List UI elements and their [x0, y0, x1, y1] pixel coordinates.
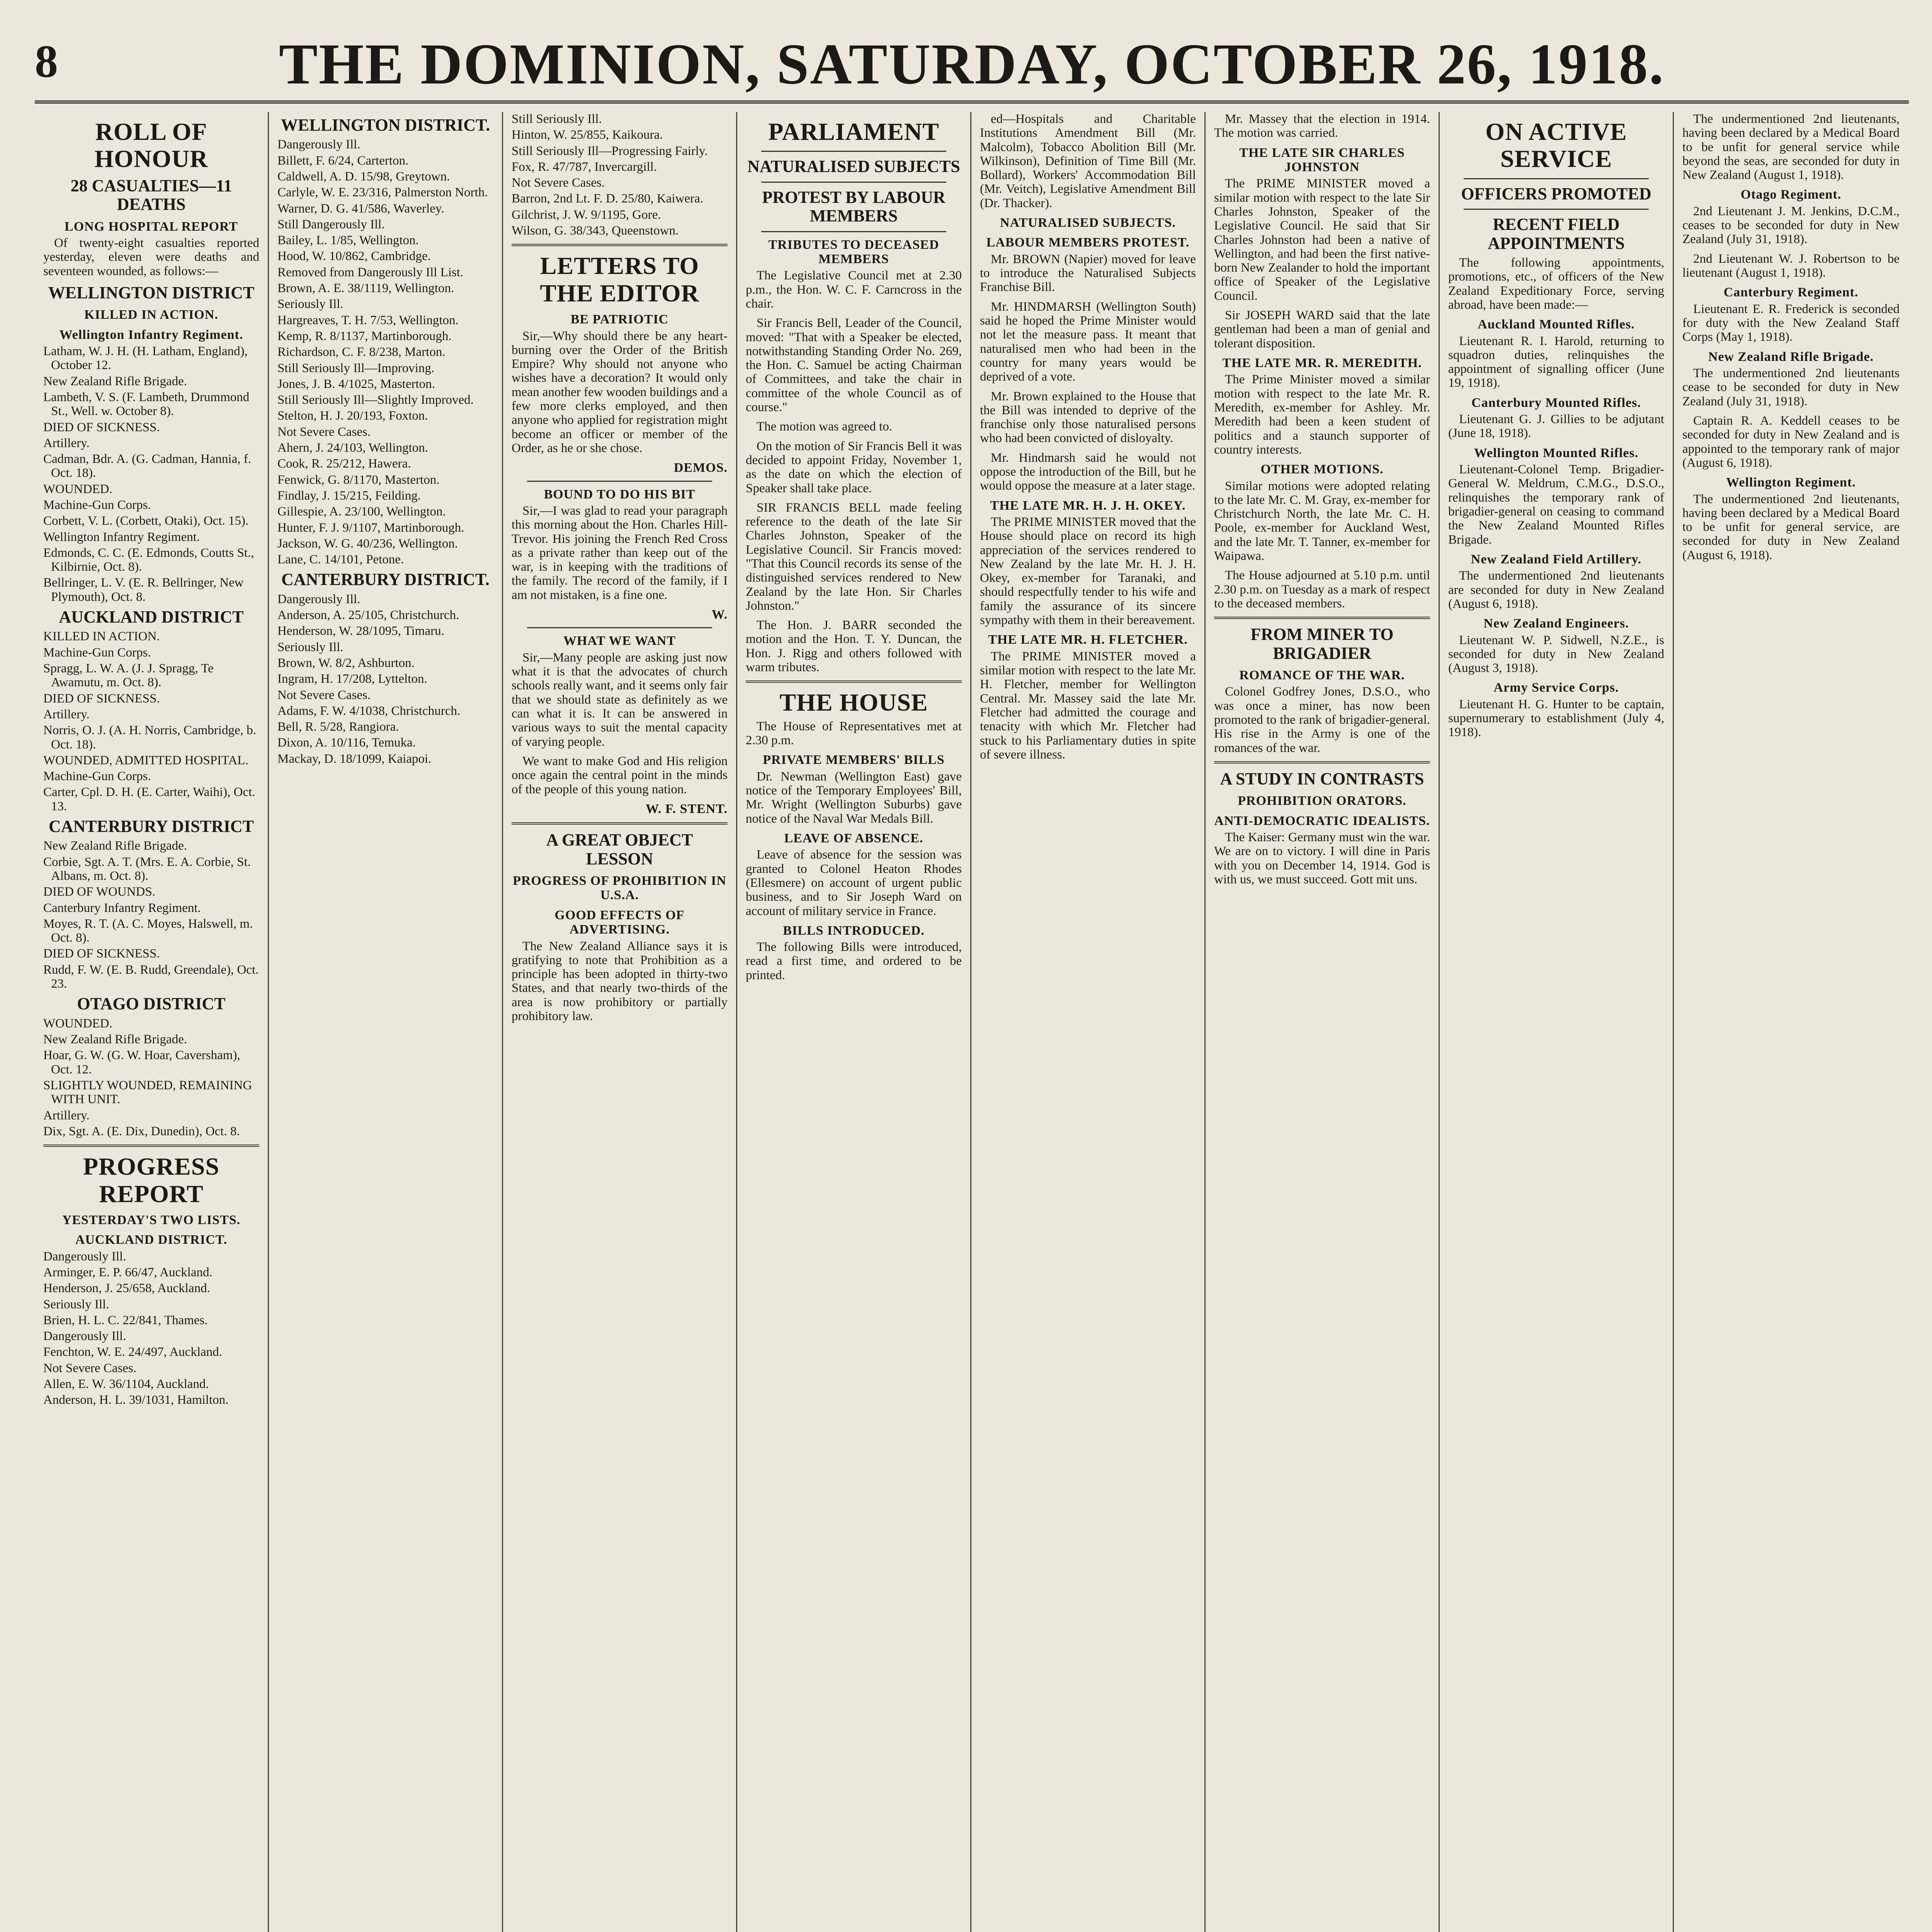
letter-signature: DEMOS. [673, 461, 728, 475]
article-body: The motion was agreed to. [757, 420, 892, 434]
article-body: Mr. Massey that the election in 1914. The motion was carried. [1214, 112, 1430, 140]
article-body: Lieutenant H. G. Hunter to be captain, supernumerary to establishment (July 4, 1918). [1448, 697, 1664, 740]
progress-entry: Gilchrist, J. W. 9/1195, Gore. [512, 207, 661, 222]
section-heading: THE LATE MR. H. J. H. OKEY. [990, 498, 1186, 513]
casualty-entry: Canterbury Infantry Regiment. [43, 901, 201, 915]
progress-entry: Allen, E. W. 36/1104, Auckland. [43, 1377, 209, 1391]
progress-entry: Billett, F. 6/24, Carterton. [277, 153, 409, 168]
casualty-entry: Carter, Cpl. D. H. (E. Carter, Waihi), Oct. 13. [43, 785, 255, 813]
progress-entry: Gillespie, A. 23/100, Wellington. [277, 505, 446, 519]
article-body: The following Bills were introduced, read a first time, and ordered to be printed. [746, 940, 962, 982]
divider [761, 151, 946, 152]
article-subheadline: OFFICERS PROMOTED [1461, 184, 1651, 203]
casualty-entry: Lambeth, V. S. (F. Lambeth, Drummond St., Well. w. October 8). [43, 390, 250, 418]
section-heading: PRIVATE MEMBERS' BILLS [763, 753, 945, 767]
entry-list [43, 629, 259, 813]
article-subheadline: PROGRESS OF PROHIBITION IN U.S.A. [513, 874, 726, 903]
letter-signature: W. [711, 607, 728, 622]
column-3 [503, 112, 737, 1932]
article-body: 2nd Lieutenant W. J. Robertson to be lieutenant (August 1, 1918). [1682, 252, 1900, 280]
casualty-entry: DIED OF SICKNESS. [43, 947, 160, 961]
casualty-entry: Artillery. [43, 1108, 90, 1122]
section-heading: OTHER MOTIONS. [1260, 462, 1384, 477]
article-body: The undermentioned 2nd lieutenants are seconded for duty in New Zealand (August 6, 1918). [1448, 569, 1664, 611]
article-body: The undermentioned 2nd lieutenants cease to be seconded for duty in New Zealand (July 31, 1918). [1682, 366, 1900, 408]
entry-list [43, 344, 259, 604]
casualty-entry: KILLED IN ACTION. [43, 629, 160, 644]
article-body: Lieutenant E. R. Frederick is seconded for duty with the New Zealand Staff Corps (May 1, 1918). [1682, 302, 1900, 344]
casualty-entry: Machine-Gun Corps. [43, 645, 151, 660]
article-body: Lieutenant G. J. Gillies to be adjutant (June 18, 1918). [1448, 412, 1664, 440]
column-2 [269, 112, 503, 1932]
casualty-entry: New Zealand Rifle Brigade. [43, 374, 187, 388]
casualty-entry: Spragg, L. W. A. (J. J. Spragg, Te Awamutu, m. Oct. 8). [43, 662, 214, 690]
casualty-entry: New Zealand Rifle Brigade. [43, 1032, 187, 1047]
section-divider [1214, 761, 1430, 764]
article-headline: FROM MINER TO BRIGADIER [1250, 625, 1394, 663]
article-body: Lieutenant-Colonel Temp. Brigadier-General W. Meldrum, C.M.G., D.S.O., relinquishes the temporary rank of brigadier-general on ceasing to command the New Zealand Mounted Rifles Brigade. [1448, 463, 1664, 547]
column-5 [971, 112, 1206, 1932]
letter-signature: W. F. STENT. [646, 801, 728, 816]
progress-entry: Barron, 2nd Lt. F. D. 25/80, Kaiwera. [512, 192, 703, 206]
article-body: Captain R. A. Keddell ceases to be seconded for duty in New Zealand and is appointed to the temporary rank of major (August 6, 1918). [1682, 413, 1900, 470]
unit-heading: Auckland Mounted Rifles. [1478, 317, 1635, 332]
casualty-entry: Machine-Gun Corps. [43, 769, 151, 784]
progress-entry: Bell, R. 5/28, Rangiora. [277, 720, 399, 734]
progress-entry: Richardson, C. F. 8/238, Marton. [277, 345, 446, 359]
progress-entry: Removed from Dangerously Ill List. [277, 265, 464, 279]
article-body: Mr. Hindmarsh said he would not oppose the introduction of the Bill, but he would oppose the measure at a later stage. [980, 451, 1196, 493]
column-1 [35, 112, 269, 1932]
article-body: Mr. BROWN (Napier) moved for leave to introduce the Naturalised Subjects Franchise Bill. [980, 252, 1196, 294]
unit-heading: New Zealand Field Artillery. [1471, 552, 1642, 566]
section-heading: THE LATE MR. R. MEREDITH. [1222, 355, 1422, 370]
divider [527, 627, 712, 628]
casualty-entry: Machine-Gun Corps. [43, 498, 151, 512]
progress-entry: Caldwell, A. D. 15/98, Greytown. [277, 169, 450, 184]
unit-heading: Wellington Regiment. [1726, 475, 1856, 490]
unit-heading: New Zealand Engineers. [1483, 616, 1629, 631]
entry-list [277, 592, 493, 766]
progress-entry: Brien, H. L. C. 22/841, Thames. [43, 1313, 208, 1327]
progress-entry: Arminger, E. P. 66/47, Auckland. [43, 1265, 213, 1279]
article-body: Colonel Godfrey Jones, D.S.O., who was once a miner, has now been promoted to the rank of brigadier-general. His rise in the Army is one of the romances of the war. [1214, 685, 1430, 755]
article-body: The New Zealand Alliance says it is gratifying to note that Prohibition as a principle has been adopted in thirty-two States, and that nearly two-thirds of the area is now prohibitory or partially prohibitory law. [512, 939, 728, 1024]
casualty-entry: WOUNDED, ADMITTED HOSPITAL. [43, 753, 248, 767]
section-heading: BILLS INTRODUCED. [783, 923, 925, 938]
article-subheadline: ANTI-DEMOCRATIC IDEALISTS. [1214, 813, 1430, 828]
progress-entry: Warner, D. G. 41/586, Waverley. [277, 201, 444, 216]
entry-list [43, 1250, 259, 1407]
divider [1464, 178, 1649, 179]
progress-entry: Cook, R. 25/212, Hawera. [277, 457, 411, 471]
progress-entry: Bailey, L. 1/85, Wellington. [277, 233, 419, 248]
district-heading: AUCKLAND DISTRICT [59, 607, 244, 627]
page-number: 8 [35, 36, 58, 87]
progress-entry: Dixon, A. 10/116, Temuka. [277, 736, 416, 750]
progress-entry: Brown, W. 8/2, Ashburton. [277, 656, 415, 670]
article-body: Leave of absence for the session was granted to Colonel Heaton Rhodes (Ellesmere) on account of urgent public business, and to Sir Joseph Ward on account of military service in France. [746, 848, 962, 918]
article-subheadline: PROTEST BY LABOUR MEMBERS [762, 187, 946, 226]
article-headline: A GREAT OBJECT LESSON [546, 830, 693, 868]
divider [1464, 209, 1649, 210]
article-body: Sir JOSEPH WARD said that the late gentleman had been a man of genial and tolerant disposition. [1214, 308, 1430, 350]
progress-entry: Hunter, F. J. 9/1107, Martinborough. [277, 520, 464, 535]
progress-entry: Seriously Ill. [277, 640, 344, 654]
article-body: Dr. Newman (Wellington East) gave notice of the Temporary Employees' Bill, Mr. Wright (Wellington Suburbs) gave notice of the Naval War Medals Bill. [746, 769, 962, 826]
casualty-entry: New Zealand Rifle Brigade. [43, 839, 187, 853]
progress-entry: Mackay, D. 18/1099, Kaiapoi. [277, 752, 432, 766]
column-7 [1440, 112, 1674, 1932]
section-divider [512, 244, 728, 246]
divider [761, 182, 946, 183]
column-8 [1674, 112, 1908, 1932]
progress-entry: Dangerously Ill. [277, 138, 361, 152]
divider [761, 231, 946, 232]
progress-entry: Anderson, H. L. 39/1031, Hamilton. [43, 1393, 229, 1407]
article-body: The PRIME MINISTER moved that the House should place on record its high appreciation of the services rendered to New Zealand by the late Mr. H. J. H. Okey, ex-member for Taranaki, and should respectfully tender to his wife and family the assurance of its sincere sympathy with them in their bereavement. [980, 515, 1196, 628]
casualty-entry: Dix, Sgt. A. (E. Dix, Dunedin), Oct. 8. [43, 1124, 240, 1138]
article-body: 2nd Lieutenant J. M. Jenkins, D.C.M., ceases to be seconded for duty in New Zealand (July 31, 1918). [1682, 204, 1900, 247]
district-heading: CANTERBURY DISTRICT [48, 817, 254, 836]
article-subheadline: RECENT FIELD APPOINTMENTS [1488, 215, 1625, 253]
casualty-entry: Hoar, G. W. (G. W. Hoar, Caversham), Oct. 12. [43, 1048, 240, 1077]
progress-entry: Brown, A. E. 38/1119, Wellington. [277, 281, 454, 296]
section-heading: NATURALISED SUBJECTS. [1000, 216, 1176, 230]
parliament-heading: PARLIAMENT [768, 118, 939, 145]
progress-entry: Carlyle, W. E. 23/316, Palmerston North. [277, 185, 488, 200]
progress-entry: Henderson, J. 25/658, Auckland. [43, 1281, 210, 1296]
casualty-entry: WOUNDED. [43, 1016, 112, 1031]
progress-entry: Not Severe Cases. [43, 1361, 137, 1375]
progress-entry: Fenchton, W. E. 24/497, Auckland. [43, 1345, 222, 1359]
district-heading: CANTERBURY DISTRICT. [281, 570, 490, 589]
progress-entry: Anderson, A. 25/105, Christchurch. [277, 608, 459, 622]
casualty-entry: Artillery. [43, 436, 90, 450]
progress-entry: Not Severe Cases. [512, 176, 605, 190]
section-divider [1214, 617, 1430, 619]
unit-heading: Canterbury Regiment. [1723, 285, 1859, 300]
article-body: The PRIME MINISTER moved a similar motion with respect to the late Sir Charles Johnston, Speaker of the Legislative Council. He said that Sir Charles Johnston had been a native of Wellington, and had been the first native-born New Zealander to hold the important office of Speaker of the Legislative Council. [1214, 177, 1430, 303]
entry-list [43, 1017, 259, 1138]
casualty-entry: Moyes, R. T. (A. C. Moyes, Halswell, m. Oct. 8). [43, 917, 253, 945]
article-body: Lieutenant R. I. Harold, returning to squadron duties, relinquishes the appointment of signalling officer (June 19, 1918). [1448, 334, 1664, 390]
progress-entry: Lane, C. 14/101, Petone. [277, 553, 404, 567]
progress-entry: Fox, R. 47/787, Invercargill. [512, 160, 657, 174]
progress-subheading: YESTERDAY'S TWO LISTS. [62, 1213, 241, 1227]
letter-title: BOUND TO DO HIS BIT [544, 487, 696, 502]
article-body: SIR FRANCIS BELL made feeling reference to the death of the late Sir Charles Johnston, Speaker of the Legislative Council. Sir Francis moved: "That this Council records its sense of the distinguished services rendered to New Zealand by the late Hon. Sir Charles Johnston." [746, 500, 962, 613]
letters-heading: LETTERS TO THE EDITOR [540, 252, 699, 307]
section-heading: KILLED IN ACTION. [84, 308, 218, 322]
article-body: On the motion of Sir Francis Bell it was decided to appoint Friday, November 1, as the date on which the election of Speaker shall take place. [746, 439, 962, 495]
progress-entry: Hinton, W. 25/855, Kaikoura. [512, 128, 663, 142]
house-heading: THE HOUSE [779, 689, 928, 716]
progress-entry: Still Seriously Ill—Progressing Fairly. [512, 144, 708, 158]
casualty-entry: DIED OF WOUNDS. [43, 885, 155, 899]
divider [527, 481, 712, 482]
unit-heading: Wellington Mounted Rifles. [1474, 446, 1639, 460]
article-subheadline: ROMANCE OF THE WAR. [1239, 668, 1405, 682]
casualty-entry: WOUNDED. [43, 482, 112, 496]
progress-entry: Dangerously Ill. [43, 1249, 126, 1264]
progress-entry: Henderson, W. 28/1095, Timaru. [277, 624, 444, 638]
unit-heading: New Zealand Rifle Brigade. [1708, 349, 1874, 364]
section-heading: LABOUR MEMBERS PROTEST. [986, 235, 1190, 250]
progress-entry: Hood, W. 10/862, Cambridge. [277, 249, 431, 264]
article-body: The undermentioned 2nd lieutenants, having been declared by a Medical Board to be unfit for general service while beyond the seas, are seconded for duty in New Zealand (August 1, 1918). [1682, 112, 1900, 182]
progress-entry: Dangerously Ill. [277, 592, 361, 606]
casualty-entry: Corbett, V. L. (Corbett, Otaki), Oct. 15). [43, 514, 249, 528]
article-body: The Legislative Council met at 2.30 p.m., the Hon. W. C. F. Carncross in the chair. [746, 269, 962, 311]
masthead [35, 27, 1909, 104]
letter-body: Sir,—Many people are asking just now what it is that the advocates of church schools really want, and it seems only fair that we should state as definitely as we can what it is. It can be answered in various ways to suit the mental capacity of varying people. [512, 650, 728, 749]
letter-title: BE PATRIOTIC [570, 312, 669, 327]
casualty-entry: SLIGHTLY WOUNDED, REMAINING WITH UNIT. [43, 1078, 252, 1107]
hospital-report-subheading: LONG HOSPITAL REPORT [65, 219, 238, 234]
progress-entry: Still Dangerously Ill. [277, 217, 385, 231]
entry-list [277, 138, 493, 566]
progress-entry: Still Seriously Ill—Improving. [277, 361, 435, 375]
progress-entry: Adams, F. W. 4/1038, Christchurch. [277, 704, 461, 718]
progress-entry: Still Seriously Ill. [512, 112, 602, 126]
article-subheadline: GOOD EFFECTS OF ADVERTISING. [554, 908, 685, 937]
column-4 [737, 112, 971, 1932]
article-body: The following appointments, promotions, etc., of officers of the New Zealand Expeditionary Force, serving abroad, have been made:— [1448, 255, 1664, 312]
roll-of-honour-heading: ROLL OF HONOUR [94, 118, 208, 173]
letter-title: WHAT WE WANT [563, 634, 676, 648]
progress-entry: Not Severe Cases. [277, 688, 371, 702]
article-subheadline: TRIBUTES TO DECEASED MEMBERS [768, 237, 939, 266]
section-heading: THE LATE SIR CHARLES JOHNSTON [1239, 145, 1405, 174]
section-divider [512, 822, 728, 825]
progress-entry: Still Seriously Ill—Slightly Improved. [277, 393, 474, 407]
progress-entry: Jones, J. B. 4/1025, Masterton. [277, 377, 435, 391]
district-heading: WELLINGTON DISTRICT. [281, 116, 490, 134]
casualty-entry: Rudd, F. W. (E. B. Rudd, Greendale), Oct. 23. [43, 963, 259, 991]
casualty-entry: Norris, O. J. (A. H. Norris, Cambridge, b. Oct. 18). [43, 723, 256, 752]
casualty-entry: DIED OF SICKNESS. [43, 691, 160, 706]
casualty-entry: Artillery. [43, 707, 90, 721]
progress-entry: Kemp, R. 8/1137, Martinborough. [277, 329, 452, 343]
district-heading: WELLINGTON DISTRICT [48, 283, 255, 302]
casualty-entry: Bellringer, L. V. (E. R. Bellringer, New Plymouth), Oct. 8. [43, 576, 244, 604]
progress-entry: Ingram, H. 17/208, Lyttelton. [277, 672, 427, 686]
article-body: Mr. HINDMARSH (Wellington South) said he hoped the Prime Minister would not let the measure pass. It meant that naturalised men who had been in the country for many years would be deprived of a vote. [980, 299, 1196, 384]
roll-intro: Of twenty-eight casualties reported yesterday, eleven were deaths and seventeen wounded, as follows:— [43, 236, 259, 278]
article-body: The House of Representatives met at 2.30 p.m. [746, 719, 962, 748]
unit-heading: Otago Regiment. [1740, 187, 1842, 202]
casualty-entry: Corbie, Sgt. A. T. (Mrs. E. A. Corbie, St. Albans, m. Oct. 8). [43, 855, 251, 883]
progress-entry: Findlay, J. 15/215, Feilding. [277, 488, 421, 503]
newspaper-title: THE DOMINION, SATURDAY, OCTOBER 26, 1918. [279, 32, 1665, 96]
article-body: Sir Francis Bell, Leader of the Council, moved: "That with a Speaker be elected, notwithstanding Standing Order No. 269, the Hon. C. Samuel be acting Chairman of Committees, and take the chair in committee of the whole Council as of course." [746, 316, 962, 415]
unit-heading: Army Service Corps. [1493, 680, 1619, 695]
article-body: Lieutenant W. P. Sidwell, N.Z.E., is seconded for duty in New Zealand (August 3, 1918). [1448, 633, 1664, 675]
casualty-entry: Cadman, Bdr. A. (G. Cadman, Hannia, f. Oct. 18). [43, 452, 251, 480]
article-body: The undermentioned 2nd lieutenants, having been declared by a Medical Board to be unfit for general service, are seconded for duty in New Zealand (August 6, 1918). [1682, 492, 1900, 562]
article-subheadline: NATURALISED SUBJECTS [747, 157, 960, 176]
section-divider [43, 1145, 259, 1147]
article-body: The Hon. J. BARR seconded the motion and the Hon. T. Y. Duncan, the Hon. J. Rigg and others followed with warm tributes. [746, 618, 962, 675]
entry-list [512, 112, 728, 238]
article-body: The PRIME MINISTER moved a similar motion with respect to the late Mr. H. Fletcher, member for Wellington Central. Mr. Massey said the late Mr. Fletcher had admitted the courage and tenacity with which Mr. Fletcher had stuck to his Parliamentary duties in spite of severe illness. [980, 649, 1196, 762]
columns [35, 112, 1909, 1932]
district-heading: AUCKLAND DISTRICT. [75, 1233, 228, 1247]
progress-entry: Hargreaves, T. H. 7/53, Wellington. [277, 313, 459, 327]
district-heading: OTAGO DISTRICT [77, 994, 226, 1014]
progress-entry: Not Severe Cases. [277, 425, 371, 439]
progress-entry: Dangerously Ill. [43, 1329, 126, 1344]
section-divider [746, 680, 962, 683]
entry-list [43, 839, 259, 991]
article-headline: A STUDY IN CONTRASTS [1220, 769, 1424, 788]
progress-entry: Stelton, H. J. 20/193, Foxton. [277, 409, 428, 423]
article-body: Mr. Brown explained to the House that the Bill was intended to deprive of the franchise only those naturalised persons who had been convicted of disloyalty. [980, 389, 1196, 446]
letter-body: Sir,—I was glad to read your paragraph this morning about the Hon. Charles Hill-Trevor. His joining the French Red Cross as a private rather than keep out of the war, is in keeping with the traditions of the family. The record of the family, if I am not mistaken, is a fine one. [512, 504, 728, 602]
letter-body: Sir,—Why should there be any heart-burning over the Order of the British Empire? Why should not anyone who wishes have a decoration? It would only mean another few wooden buildings and a few more clerks employed, and then anyone who applied for registration might become an officer or member of the Order, as he or she chose. [512, 329, 728, 455]
progress-entry: Jackson, W. G. 40/236, Wellington. [277, 536, 458, 551]
article-subheadline: PROHIBITION ORATORS. [1238, 794, 1406, 808]
casualty-entry: DIED OF SICKNESS. [43, 420, 160, 434]
article-body: Similar motions were adopted relating to the late Mr. C. M. Gray, ex-member for Christchurch North, the late Mr. C. H. Poole, ex-member for Auckland West, and the late Mr. T. Tanner, ex-member for Waipawa. [1214, 479, 1430, 563]
casualty-entry: Latham, W. J. H. (H. Latham, England), October 12. [43, 344, 248, 372]
progress-entry: Fenwick, G. 8/1170, Masterton. [277, 473, 440, 487]
column-6 [1206, 112, 1440, 1932]
progress-entry: Wilson, G. 38/343, Queenstown. [512, 224, 679, 238]
article-body: The Prime Minister moved a similar motion with respect to the late Mr. R. Meredith, ex-member for Ashley. Mr. Meredith had been a keen student of politics and a staunch supporter of country interests. [1214, 372, 1430, 457]
active-service-heading: ON ACTIVE SERVICE [1485, 118, 1627, 173]
progress-report-heading: PROGRESS REPORT [83, 1153, 219, 1208]
progress-entry: Seriously Ill. [277, 297, 344, 311]
section-heading: THE LATE MR. H. FLETCHER. [988, 633, 1188, 647]
article-body: ed—Hospitals and Charitable Institutions Amendment Bill (Mr. Malcolm), Tobacco Abolition Bill (Mr. Wilkinson), Definition of Time Bill (Mr. Bollard), Workers' Accommodation Bill (Mr. Veitch), Legislative Amendment Bill (Dr. Thacker). [980, 112, 1196, 210]
casualty-entry: Edmonds, C. C. (E. Edmonds, Coutts St., Kilbirnie, Oct. 8). [43, 546, 254, 574]
casualties-subheading: 28 CASUALTIES—11 DEATHS [70, 176, 232, 214]
casualty-entry: Wellington Infantry Regiment. [43, 530, 200, 544]
article-body: The House adjourned at 5.10 p.m. until 2.30 p.m. on Tuesday as a mark of respect to the deceased members. [1214, 568, 1430, 611]
letter-body: We want to make God and His religion once again the central point in the minds of the people of this young nation. [512, 754, 728, 796]
unit-heading: Canterbury Mounted Rifles. [1471, 395, 1641, 410]
article-body: The Kaiser: Germany must win the war. We are on to victory. I will dine in Paris with you on December 14, 1914. God is with us, we must succeed. Gott mit uns. [1214, 830, 1430, 886]
section-heading: LEAVE OF ABSENCE. [784, 831, 923, 845]
progress-entry: Seriously Ill. [43, 1297, 109, 1311]
unit-heading: Wellington Infantry Regiment. [59, 327, 243, 342]
progress-entry: Ahern, J. 24/103, Wellington. [277, 441, 428, 455]
